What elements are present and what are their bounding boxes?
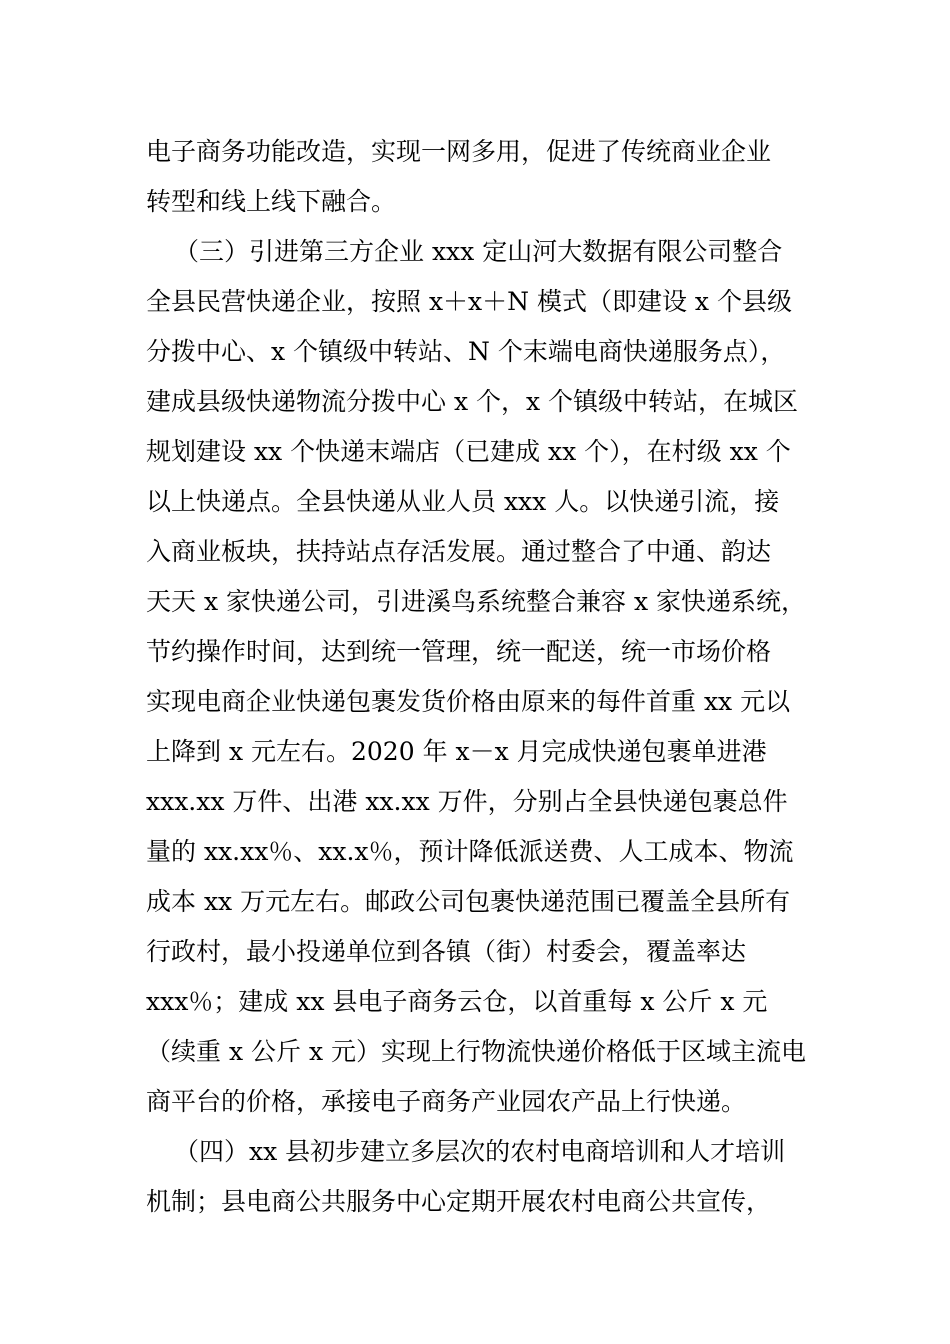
text-line: （三）引进第三方企业 xxx 定山河大数据有限公司整合: [174, 237, 783, 266]
text-line: 全县民营快递企业，按照 x＋x＋N 模式（即建设 x 个县级: [146, 287, 792, 316]
text-line: 行政村，最小投递单位到各镇（街）村委会，覆盖率达: [146, 937, 747, 966]
text-line: xxx％；建成 xx 县电子商务云仓，以首重每 x 公斤 x 元: [146, 987, 768, 1016]
text-line: 成本 xx 万元左右。邮政公司包裹快递范围已覆盖全县所有: [146, 887, 791, 916]
text-line: 天天 x 家快递公司，引进溪鸟系统整合兼容 x 家快递系统，: [146, 587, 806, 616]
text-line: 以上快递点。全县快递从业人员 xxx 人。以快递引流，接: [146, 487, 780, 516]
text-line: 量的 xx.xx％、xx.x％，预计降低派送费、人工成本、物流: [146, 837, 794, 866]
text-line: 电子商务功能改造，实现一网多用，促进了传统商业企业: [146, 137, 772, 166]
text-line: （续重 x 公斤 x 元）实现上行物流快递价格低于区域主流电: [146, 1037, 806, 1066]
text-line: 分拨中心、x 个镇级中转站、N 个末端电商快递服务点），: [146, 337, 786, 366]
text-line: 建成县级快递物流分拨中心 x 个，x 个镇级中转站，在城区: [146, 387, 799, 416]
text-line: 上降到 x 元左右。2020 年 x－x 月完成快递包裹单进港: [146, 737, 767, 766]
text-line: 转型和线上线下融合。: [146, 187, 397, 216]
text-line: 规划建设 xx 个快递末端店（已建成 xx 个），在村级 xx 个: [146, 437, 791, 466]
text-line: 实现电商企业快递包裹发货价格由原来的每件首重 xx 元以: [146, 687, 791, 716]
text-line: （四）xx 县初步建立多层次的农村电商培训和人才培训: [174, 1137, 786, 1166]
text-line: xxx.xx 万件、出港 xx.xx 万件，分别占全县快递包裹总件: [146, 787, 788, 816]
text-line: 机制；县电商公共服务中心定期开展农村电商公共宣传，: [146, 1187, 772, 1216]
text-line: 商平台的价格，承接电子商务产业园农产品上行快递。: [146, 1087, 747, 1116]
text-line: 节约操作时间，达到统一管理，统一配送，统一市场价格: [146, 637, 772, 666]
document-body: [146, 127, 806, 1227]
text-line: 入商业板块，扶持站点存活发展。通过整合了中通、韵达: [146, 537, 772, 566]
